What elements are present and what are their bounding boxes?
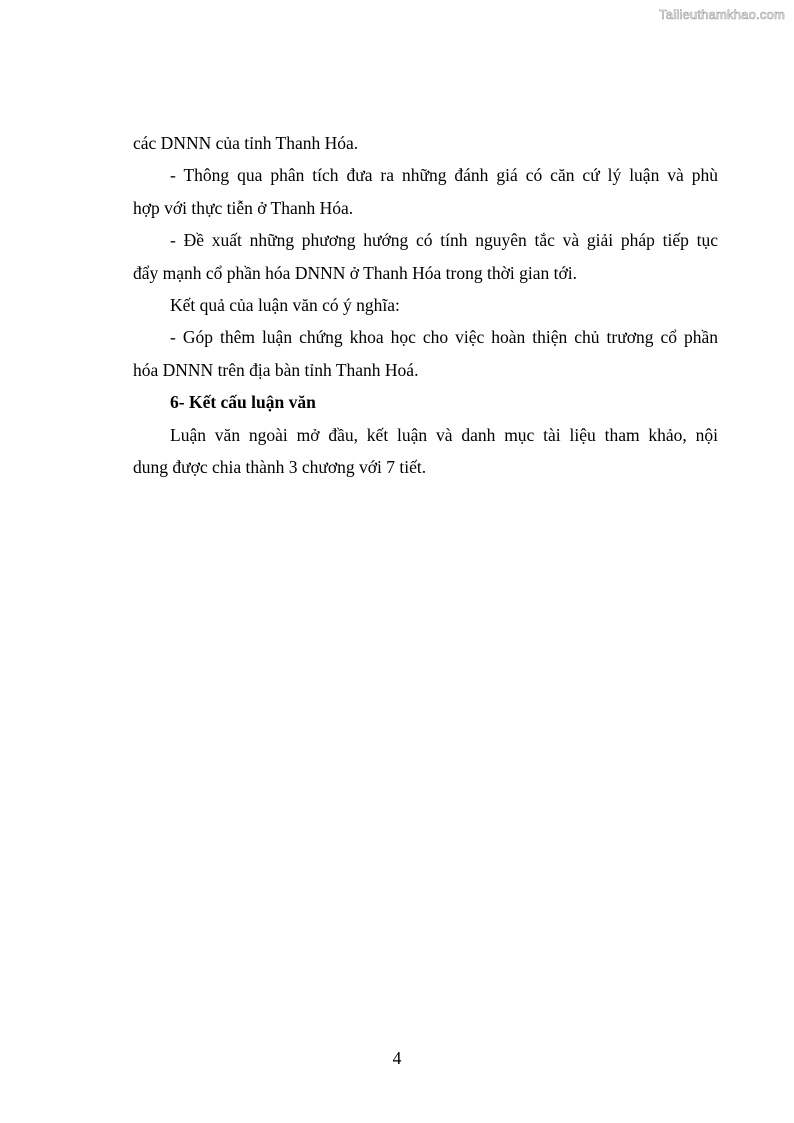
text-line: đẩy mạnh cổ phần hóa DNNN ở Thanh Hóa trong thời gian tới. [133, 262, 577, 283]
section-heading: 6- Kết cấu luận văn [170, 392, 316, 413]
text-line: Luận văn ngoài mở đầu, kết luận và danh mục tài liệu tham khảo, nội [170, 424, 718, 445]
text-line: - Thông qua phân tích đưa ra những đánh giá có căn cứ lý luận và phù [170, 165, 718, 186]
page-number: 4 [392, 1048, 402, 1068]
text-line: hợp với thực tiễn ở Thanh Hóa. [133, 197, 354, 218]
text-line: các DNNN của tỉnh Thanh Hóa. [133, 133, 359, 153]
document-body [133, 131, 718, 487]
text-line: - Đề xuất những phương hướng có tính nguyên tắc và giải pháp tiếp tục [170, 230, 718, 251]
watermark-text: Tailieuthamkhao.com [659, 7, 785, 22]
text-line: - Góp thêm luận chứng khoa học cho việc hoàn thiện chủ trương cổ phần [170, 327, 718, 348]
text-line: Kết quả của luận văn có ý nghĩa: [170, 294, 400, 315]
text-line: hóa DNNN trên địa bàn tỉnh Thanh Hoá. [133, 359, 419, 380]
text-line: dung được chia thành 3 chương với 7 tiết. [133, 456, 427, 477]
